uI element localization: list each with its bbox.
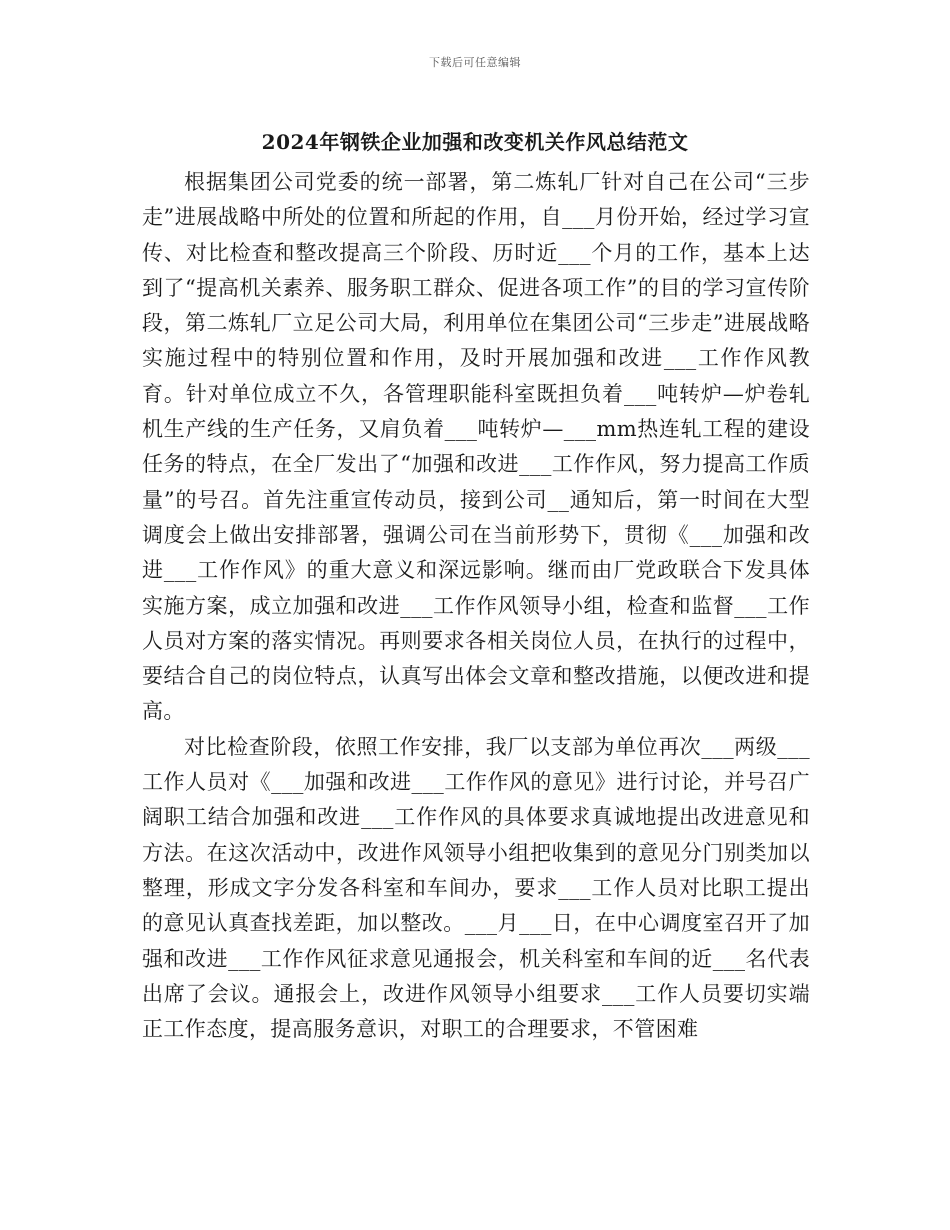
document-body — [142, 165, 810, 1047]
paragraph: 根据集团公司党委的统一部署，第二炼轧厂针对自己在公司“三步走”进展战略中所处的位置和所起的作用，自___月份开始，经过学习宣传、对比检查和整改提高三个阶段、历时近___个月的工作，基本上达到了“提高机关素养、服务职工群众、促进各项工作”的目的学习宣传阶段，第二炼轧厂立足公司大局，利用单位在集团公司“三步走”进展战略实施过程中的特别位置和作用，及时开展加强和改进___工作作风教育。针对单位成立不久，各管理职能科室既担负着___吨转炉—炉卷轧机生产线的生产任务，又肩负着___吨转炉—___mm热连轧工程的建设任务的特点，在全厂发出了“加强和改进___工作作风，努力提高工作质量”的号召。首先注重宣传动员，接到公司__通知后，第一时间在大型调度会上做出安排部署，强调公司在当前形势下，贯彻《___加强和改进___工作作风》的重大意义和深远影响。继而由厂党政联合下发具体实施方案，成立加强和改进___工作作风领导小组，检查和监督___工作人员对方案的落实情况。再则要求各相关岗位人员，在执行的过程中，要结合自己的岗位特点，认真写出体会文章和整改措施，以便改进和提高。 — [142, 170, 810, 724]
document-title: 2024年钢铁企业加强和改变机关作风总结范文 — [261, 130, 689, 154]
paragraph: 对比检查阶段，依照工作安排，我厂以支部为单位再次___两级___工作人员对《___加强和改进___工作作风的意见》进行讨论，并号召广阔职工结合加强和改进___工作作风的具体要求真诚地提出改进意见和方法。在这次活动中，改进作风领导小组把收集到的意见分门别类加以整理，形成文字分发各科室和车间办，要求___工作人员对比职工提出的意见认真查找差距，加以整改。___月___日，在中心调度室召开了加强和改进___工作作风征求意见通报会，机关科室和车间的近___名代表出席了会议。通报会上，改进作风领导小组要求___工作人员要切实端正工作态度，提高服务意识，对职工的合理要求，不管困难 — [142, 734, 810, 1042]
page-header-note: 下载后可任意编辑 — [429, 56, 521, 69]
